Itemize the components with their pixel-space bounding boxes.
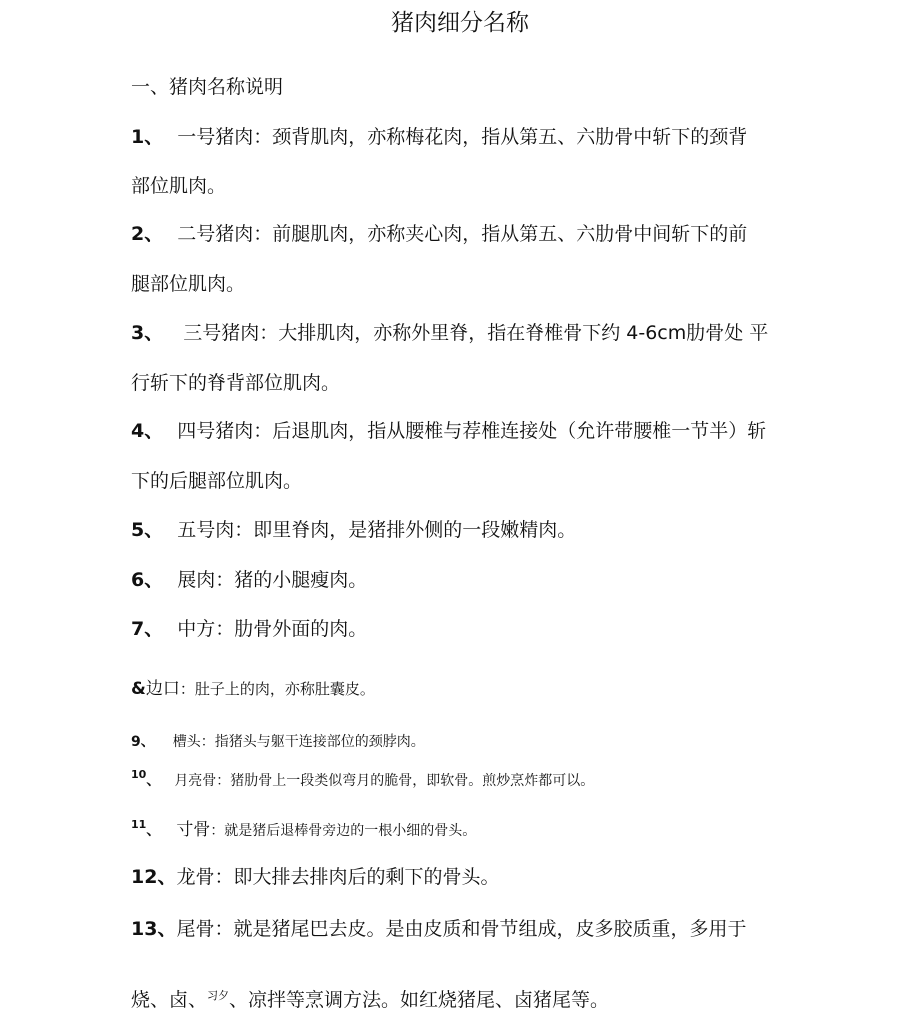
item-text-continuation: 下的后腿部位肌肉。 bbox=[131, 470, 303, 492]
item-text: 中方：肋骨外面的肉。 bbox=[177, 618, 368, 640]
list-item-13 bbox=[131, 914, 746, 941]
list-item-12 bbox=[131, 862, 499, 889]
item-number: & bbox=[131, 679, 146, 699]
list-item-6 bbox=[131, 565, 367, 592]
item-number: $^{11}$、 bbox=[131, 818, 161, 839]
item-text: 槽头：指猪头与躯干连接部位的颈脖肉。 bbox=[172, 734, 425, 750]
item-text-continuation: 部位肌肉。 bbox=[131, 175, 227, 197]
item-number: 3、 bbox=[131, 322, 164, 344]
list-item-4 bbox=[131, 416, 766, 443]
item-text-continuation bbox=[131, 985, 609, 1012]
list-item-2 bbox=[131, 219, 747, 246]
item-text: 四号猪肉：后退肌肉，指从腰椎与荐椎连接处（允许带腰椎一节半）斩 bbox=[177, 420, 767, 442]
item-number: 6、 bbox=[131, 569, 164, 591]
page-title: 猪肉细分名称 bbox=[391, 10, 529, 36]
list-item-9 bbox=[131, 731, 425, 751]
item-text: 月亮骨：猪肋骨上一段类似弯月的脆骨，即软骨。煎炒烹炸都可以。 bbox=[174, 773, 595, 789]
item-number: 13、 bbox=[131, 918, 177, 940]
item-text: 二号猪肉：前腿肌肉，亦称夹心肉，指从第五、六肋骨中间斩下的前 bbox=[177, 223, 748, 245]
item-number: 9、 bbox=[131, 734, 155, 750]
list-item-1 bbox=[131, 122, 747, 149]
item-text: ：就是猪后退棒骨旁边的一根小细的骨头。 bbox=[210, 823, 477, 839]
list-item-8 bbox=[131, 674, 375, 699]
item-number: 5、 bbox=[131, 519, 164, 541]
list-item-3 bbox=[131, 318, 768, 345]
item-text: 尾骨：就是猪尾巴去皮。是由皮质和骨节组成，皮多胶质重，多用于 bbox=[176, 918, 747, 940]
item-number: 1、 bbox=[131, 126, 164, 148]
item-number: $^{10}$、 bbox=[131, 768, 161, 789]
last-line-before: 烧、卤、 bbox=[131, 989, 208, 1011]
item-text: 三号猪肉：大排肌肉，亦称外里脊，指在脊椎骨下约 4-6cm肋骨处 平 bbox=[183, 322, 769, 344]
item-number: 7、 bbox=[131, 618, 164, 640]
item-text-start: 边口 bbox=[145, 679, 180, 699]
item-text-continuation: 腿部位肌肉。 bbox=[131, 273, 246, 295]
item-text: ：肚子上的肉，亦称肚囊皮。 bbox=[179, 680, 375, 698]
list-item-11 bbox=[131, 815, 476, 840]
list-item-7 bbox=[131, 614, 367, 641]
last-line-after: 、凉拌等烹调方法。如红烧猪尾、卤猪尾等。 bbox=[229, 989, 610, 1011]
item-number: 12、 bbox=[131, 866, 177, 888]
item-text-start: 寸骨 bbox=[176, 820, 211, 840]
list-item-5 bbox=[131, 515, 576, 542]
item-text-continuation: 行斩下的脊背部位肌肉。 bbox=[131, 372, 341, 394]
item-text: 展肉：猪的小腿瘦肉。 bbox=[177, 569, 368, 591]
item-text: 龙骨：即大排去排肉后的剩下的骨头。 bbox=[176, 866, 500, 888]
item-number: 2、 bbox=[131, 223, 164, 245]
item-number: 4、 bbox=[131, 420, 164, 442]
item-text: 一号猪肉：颈背肌肉，亦称梅花肉，指从第五、六肋骨中斩下的颈背 bbox=[177, 126, 748, 148]
section-heading: 一、猪肉名称说明 bbox=[131, 76, 284, 98]
last-line-small-glyph: 习夕 bbox=[207, 989, 230, 1002]
list-item-10 bbox=[131, 770, 594, 790]
item-text: 五号肉：即里脊肉，是猪排外侧的一段嫩精肉。 bbox=[177, 519, 577, 541]
